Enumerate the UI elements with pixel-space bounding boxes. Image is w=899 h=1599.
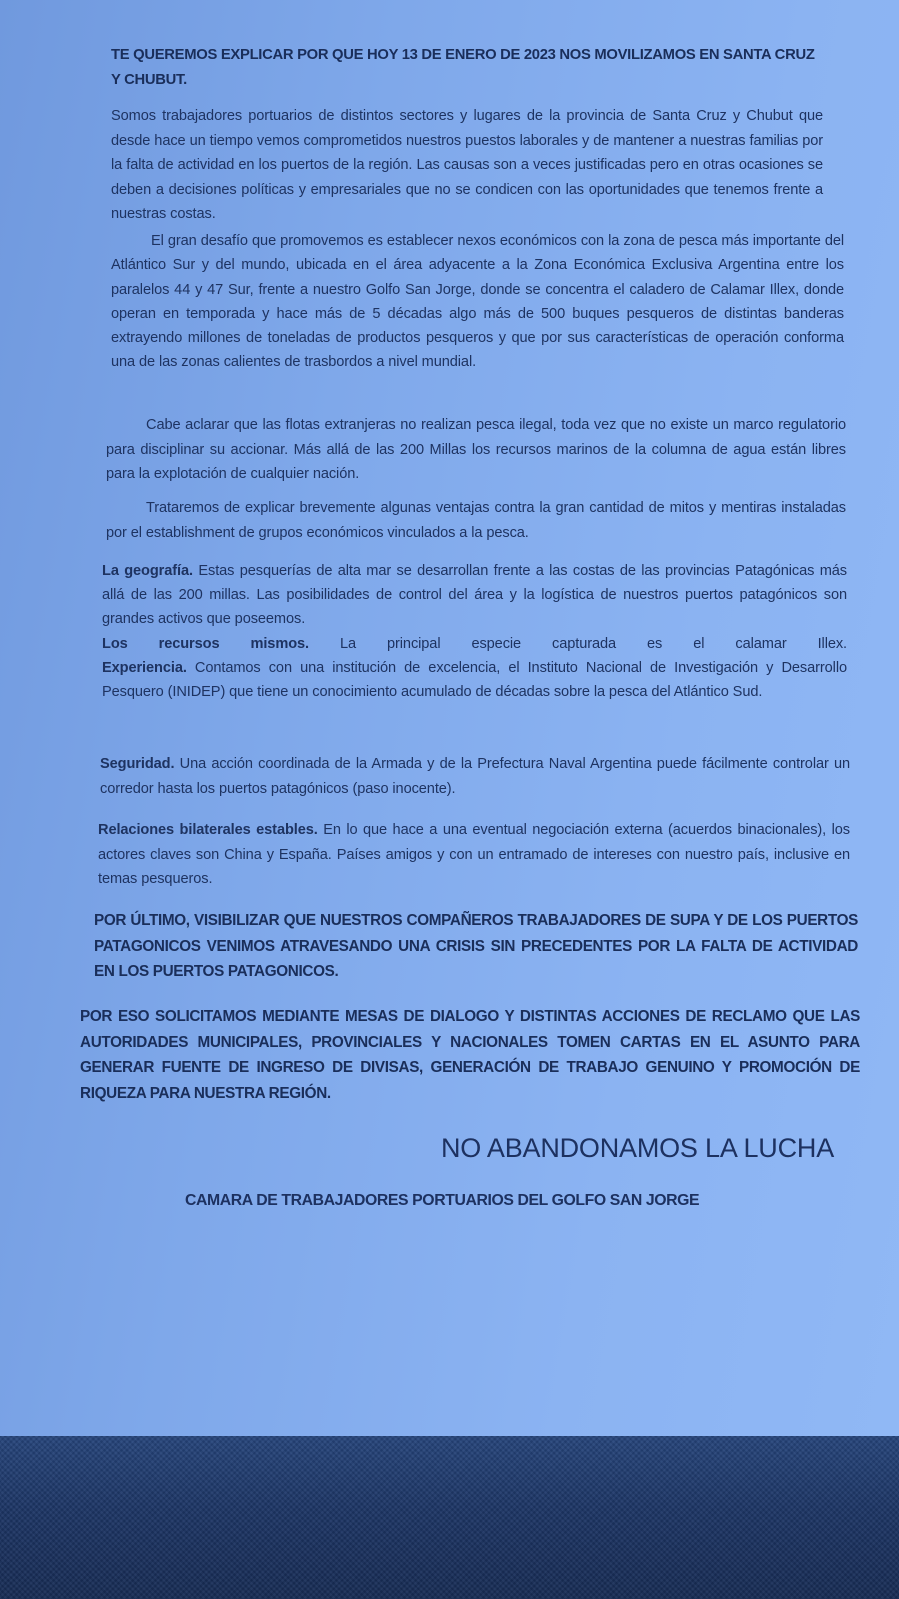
advantage-geography: La geografía. Estas pesquerías de alta mar se desarrollan frente a las costas de las provincias Patagónicas más allá de las 200 millas. Las posibilidades de control del área y la logística de nuestros puertos patagónicos son grandes activos que poseemos. — [102, 563, 847, 628]
paragraph-challenge: El gran desafío que promovemos es establecer nexos económicos con la zona de pesca más importante del Atlántico Sur y del mundo, ubicada en el área adyacente a la Zona Económica Exclusiva Argentina entre los paralelos 44 y 47 Sur, frente a nuestro Golfo San Jorge, donde se concentra el caladero de Calamar Illex, donde operan en temporada y hace más de 5 décadas algo más de 500 buques pesqueros de distintas banderas extrayendo millones de toneladas de productos pesqueros y que por sus características de operación conforma una de las zonas calientes de trasbordos a nivel mundial. — [111, 233, 844, 371]
advantage-relations: Relaciones bilaterales estables. En lo que hace a una eventual negociación externa (acuerdos binacionales), los actores claves son China y España. Países amigos y con un entramado de intereses con nuestro país, inclusive en temas pesqueros. — [98, 822, 850, 887]
closing-crisis: POR ÚLTIMO, VISIBILIZAR QUE NUESTROS COMPAÑEROS TRABAJADORES DE SUPA Y DE LOS PUERTOS PATAGONICOS VENIMOS ATRAVESANDO UNA CRISIS SIN PRECEDENTES POR LA FALTA DE ACTIVIDAD EN LOS PUERTOS PATAGONICOS. — [94, 912, 858, 980]
advantage-experience: Experiencia. Contamos con una institución de excelencia, el Instituto Nacional de Investigación y Desarrollo Pesquero (INIDEP) que tiene un conocimiento acumulado de décadas sobre la pesca del Atlántico Sud. — [102, 659, 847, 701]
paragraph-intro: Somos trabajadores portuarios de distintos sectores y lugares de la provincia de Santa Cruz y Chubut que desde hace un tiempo vemos comprometidos nuestros puestos laborales y de mantener a nuestras familias por la falta de actividad en los puertos de la región. Las causas son a veces justificadas pero en otras ocasiones se deben a decisiones políticas y empresariales que no se condicen con las oportunidades que tenemos frente a nuestras costas. — [111, 108, 823, 222]
paragraph-clarification: Cabe aclarar que las flotas extranjeras no realizan pesca ilegal, toda vez que no existe un marco regulatorio para disciplinar su accionar. Más allá de las 200 Millas los recursos marinos de la columna de agua están libres para la explotación de cualquier nación. — [106, 417, 846, 482]
signature: CAMARA DE TRABAJADORES PORTUARIOS DEL GOLFO SAN JORGE — [185, 1192, 700, 1209]
document-title: TE QUEREMOS EXPLICAR POR QUE HOY 13 DE ENERO DE 2023 NOS MOVILIZAMOS EN SANTA CRUZ Y CHUBUT. — [111, 47, 815, 88]
advantage-security: Seguridad. Una acción coordinada de la Armada y de la Prefectura Naval Argentina puede fácilmente controlar un corredor hasta los puertos patagónicos (paso inocente). — [100, 756, 850, 797]
paragraph-myths: Trataremos de explicar brevemente algunas ventajas contra la gran cantidad de mitos y mentiras instaladas por el establishment de grupos económicos vinculados a la pesca. — [106, 500, 846, 541]
advantages-block — [102, 559, 847, 704]
advantage-resources: Los recursos mismos. La principal especie capturada es el calamar Illex. — [102, 635, 848, 652]
fabric-background — [0, 1436, 899, 1599]
slogan: NO ABANDONAMOS LA LUCHA — [441, 1133, 835, 1163]
closing-request: POR ESO SOLICITAMOS MEDIANTE MESAS DE DIALOGO Y DISTINTAS ACCIONES DE RECLAMO QUE LAS AUTORIDADES MUNICIPALES, PROVINCIALES Y NACIONALES TOMEN CARTAS EN EL ASUNTO PARA GENERAR FUENTE DE INGRESO DE DIVISAS, GENERACIÓN DE TRABAJO GENUINO Y PROMOCIÓN DE RIQUEZA PARA NUESTRA REGIÓN. — [80, 1008, 860, 1102]
